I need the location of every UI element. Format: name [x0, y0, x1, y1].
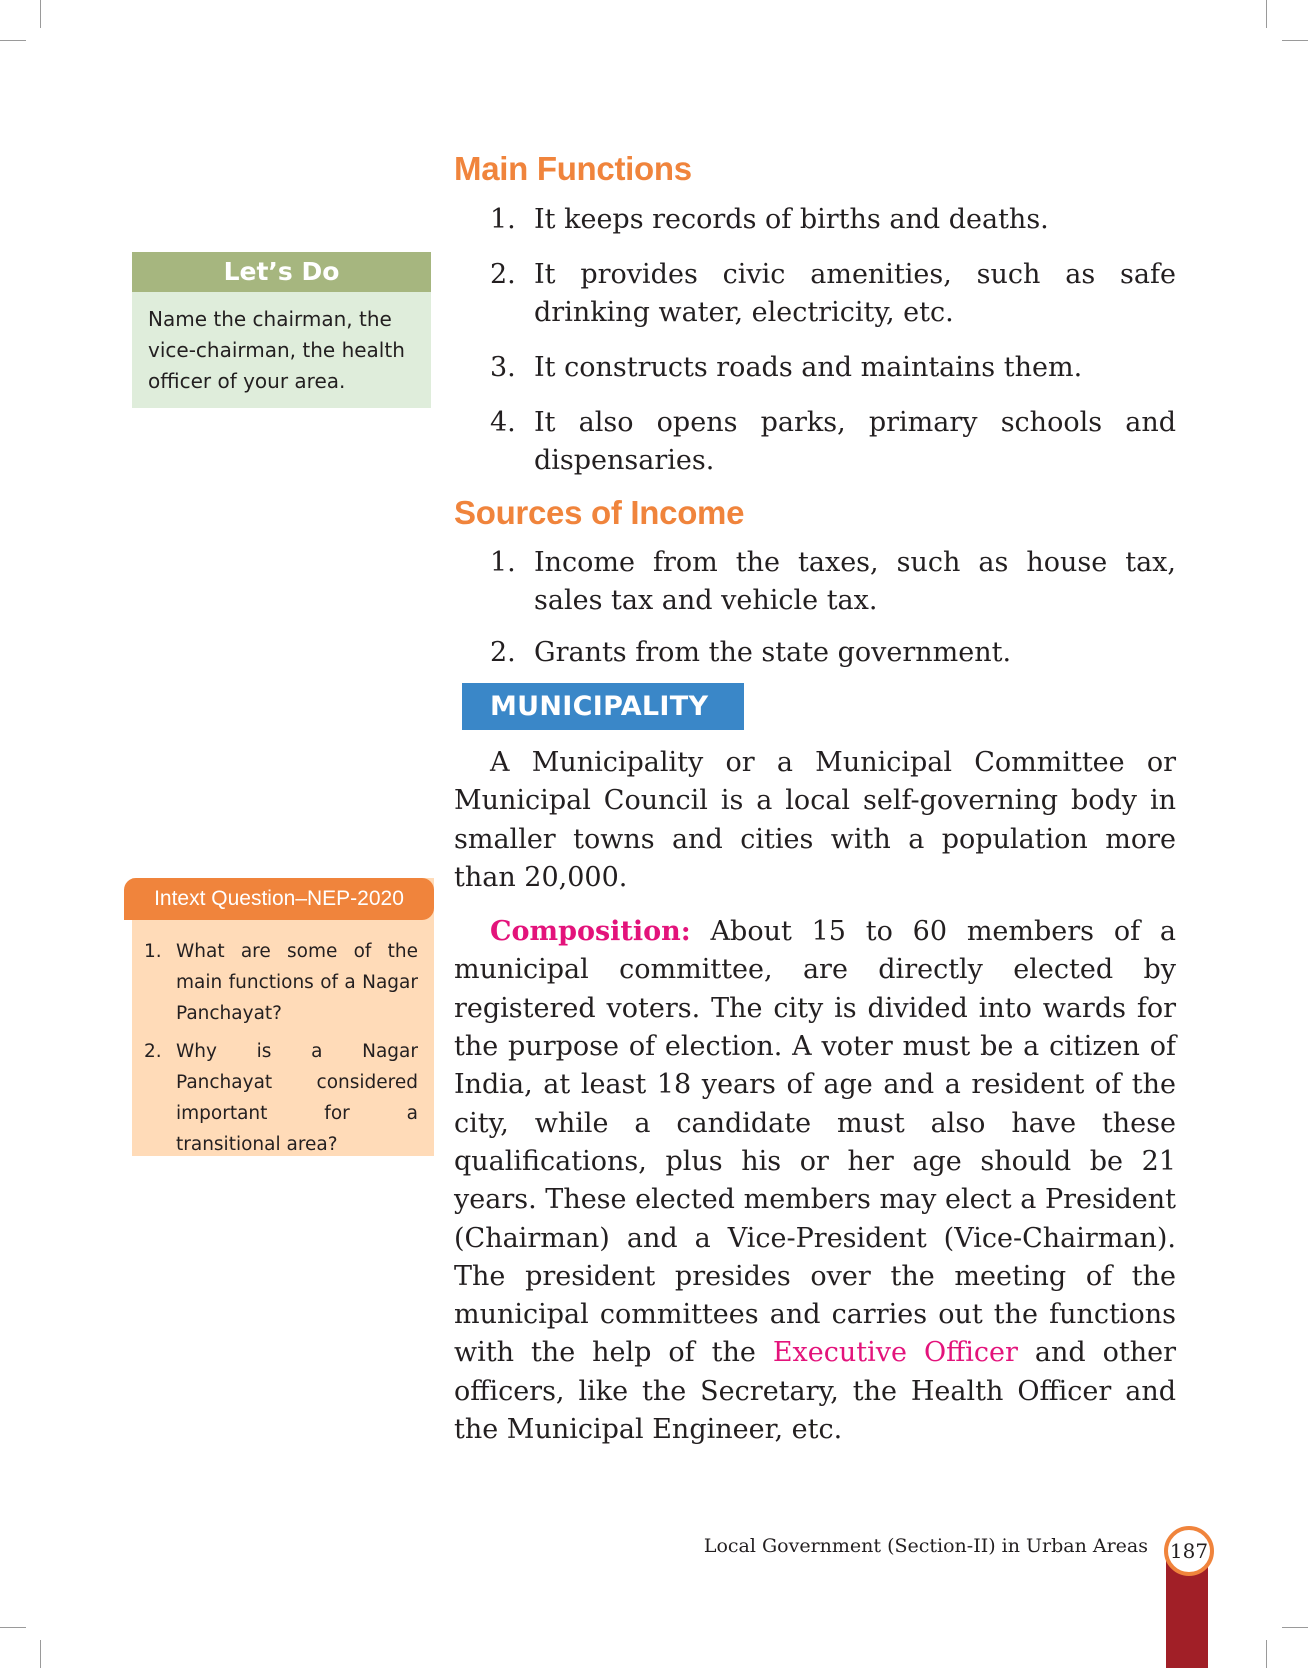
- list-item: 3. It constructs roads and maintains them.: [490, 352, 1083, 383]
- main-functions-heading: Main Functions: [454, 150, 692, 187]
- list-item: 1. Income from the taxes, such as house tax, sales tax and vehicle tax.: [490, 547, 1176, 616]
- list-item: 4. It also opens parks, primary schools and dispensaries.: [490, 407, 1176, 476]
- main-column: [454, 150, 1176, 1449]
- intext-question-title: Intext Question–NEP-2020: [124, 878, 434, 920]
- list-item: 2. It provides civic amenities, such as safe drinking water, electricity, etc.: [490, 259, 1176, 328]
- main-functions-list: [454, 201, 1176, 480]
- crop-mark: [1266, 0, 1267, 28]
- chapter-footer: Local Government (Section-II) in Urban Areas: [703, 1535, 1148, 1557]
- composition-paragraph: Composition: About 15 to 60 members of a municipal committee, are directly elected by registered voters. The city is divided into wards for the purpose of election. A voter must be a citizen of India, at least 18 years of age and a resident of the city, while a candidate must also have these qualifications, plus his or her age should be 21 years. These elected members may elect a President (Chairman) and a Vice-President (Vice-Chairman). The president presides over the meeting of the municipal committees and carries out the functions with the help of the Executive Officer and other officers, like the Secretary, the Health Officer and the Municipal Engineer, etc.: [454, 916, 1177, 1446]
- question-item: 1. What are some of the main functions of a Nagar Panchayat?: [144, 941, 418, 1024]
- crop-mark: [1282, 1627, 1308, 1628]
- sources-of-income-list: [454, 544, 1176, 672]
- composition-label: Composition:: [490, 916, 691, 948]
- crop-mark: [0, 40, 26, 41]
- lets-do-box: [132, 252, 431, 408]
- crop-mark: [1266, 1640, 1267, 1668]
- lets-do-title: Let’s Do: [132, 252, 431, 292]
- crop-mark: [1282, 40, 1308, 41]
- executive-officer-term: Executive Officer: [772, 1337, 1018, 1369]
- lets-do-text: Name the chairman, the vice-chairman, the health officer of your area.: [148, 307, 405, 393]
- crop-mark: [40, 0, 41, 28]
- page-number: 187: [1164, 1526, 1214, 1576]
- crop-mark: [40, 1640, 41, 1668]
- municipality-banner: MUNICIPALITY: [462, 683, 744, 730]
- crop-mark: [0, 1627, 26, 1628]
- list-item: 1. It keeps records of births and deaths.: [490, 204, 1049, 235]
- list-item: 2. Grants from the state government.: [490, 637, 1012, 668]
- sources-of-income-heading: Sources of Income: [454, 494, 745, 531]
- municipality-intro: A Municipality or a Municipal Committee or Municipal Council is a local self-governing body in smaller towns and cities with a population more than 20,000.: [454, 747, 1176, 893]
- intext-question-box: [132, 878, 434, 1156]
- question-item: 2. Why is a Nagar Panchayat considered important for a transitional area?: [144, 1041, 418, 1155]
- intext-question-list: [132, 878, 434, 1160]
